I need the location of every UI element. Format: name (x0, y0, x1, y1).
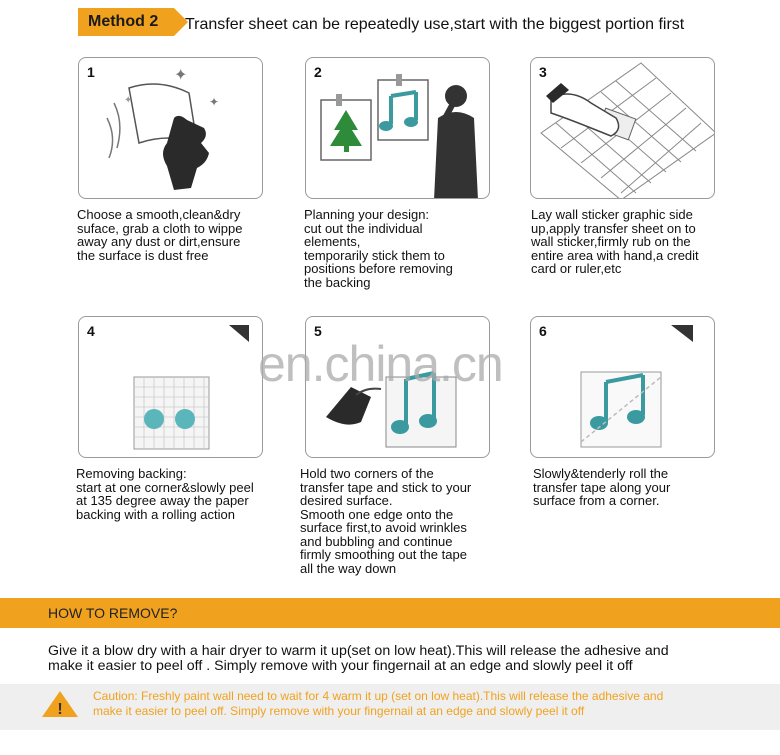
step-4-number: 4 (87, 323, 95, 339)
svg-text:✦: ✦ (174, 67, 188, 84)
step-6-illustration (530, 316, 715, 458)
step-2-illustration (305, 57, 490, 199)
warning-triangle-icon (40, 689, 80, 719)
step-1-illustration (78, 57, 263, 199)
planning-design-icon (306, 58, 490, 199)
svg-text:✦: ✦ (209, 95, 220, 109)
step-4-illustration (78, 316, 263, 458)
watermark: en.china.cn (258, 336, 503, 392)
step-5-number: 5 (314, 323, 322, 339)
step-2-number: 2 (314, 64, 322, 80)
step-3-illustration (530, 57, 715, 199)
how-to-remove-banner (0, 598, 780, 628)
step-4-description: Removing backing: start at one corner&slowly peel at 135 degree away the paper backing with a rolling action (76, 466, 254, 522)
roll-tape-icon (531, 317, 715, 458)
method-label: Method 2 (78, 8, 174, 36)
cloth-wiping-icon (79, 58, 263, 199)
grid-sheet-hand-icon (531, 58, 715, 199)
step-6-number: 6 (539, 323, 547, 339)
how-to-remove-title: HOW TO REMOVE? (48, 605, 178, 621)
step-3-description: Lay wall sticker graphic side up,apply transfer sheet on to wall sticker,firmly rub on the entire area with hand,a credit card or ruler,etc (531, 207, 699, 276)
step-6-description: Slowly&tenderly roll the transfer tape along your surface from a corner. (533, 466, 671, 508)
step-3-number: 3 (539, 64, 547, 80)
how-to-remove-text: Give it a blow dry with a hair dryer to warm it up(set on low heat).This will release the adhesive and make it easier to peel off . Simply remove with your fingernail at an edge and slowly peel it off (48, 643, 669, 674)
step-1-number: 1 (87, 64, 95, 80)
svg-text:!: ! (57, 701, 63, 718)
step-5-description: Hold two corners of the transfer tape and stick to your desired surface. Smooth one edge onto the surface first,to avoid wrinkles and bubbling and continue firmly smoothing out the tape all the way down (300, 466, 472, 576)
step-2-description: Planning your design: cut out the individual elements, temporarily stick them to positions before removing the backing (304, 207, 453, 290)
step-1-description: Choose a smooth,clean&dry suface, grab a cloth to wippe away any dust or dirt,ensure the surface is dust free (77, 207, 243, 263)
svg-text:✦: ✦ (124, 95, 133, 106)
page-headline: Transfer sheet can be repeatedly use,start with the biggest portion first (185, 16, 685, 33)
peel-backing-icon (79, 317, 263, 458)
caution-text: Caution: Freshly paint wall need to wait for 4 warm it up (set on low heat).This will release the adhesive and make it easier to peel off. Simply remove with your fingernail at an edge and slowly peel it off (93, 689, 664, 718)
